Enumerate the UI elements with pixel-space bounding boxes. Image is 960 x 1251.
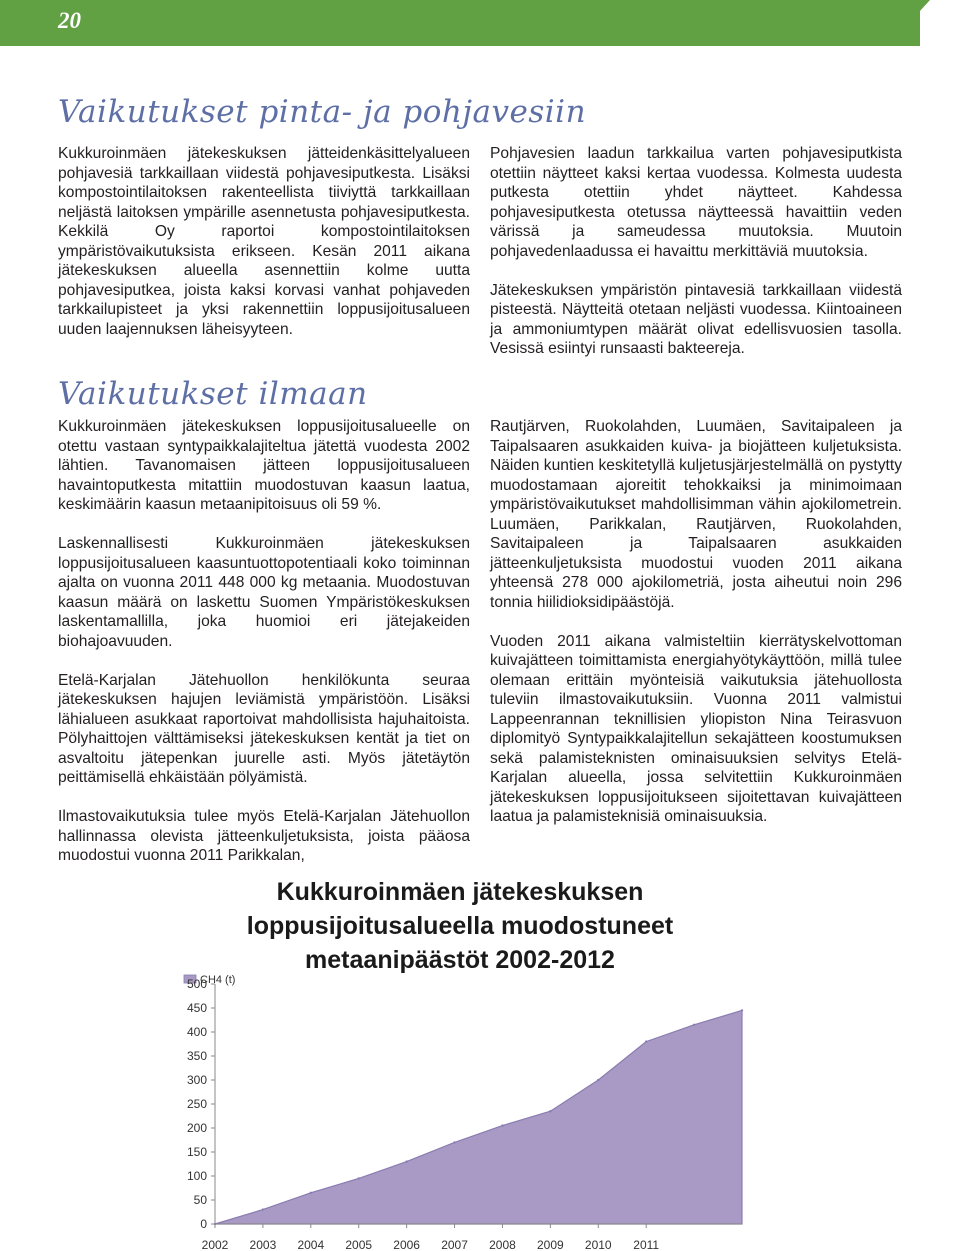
air-paragraph: Rautjärven, Ruokolahden, Luumäen, Savitaipaleen ja Taipalsaaren asukkaiden kuiva- ja biojätteen kuljetuksista. Näiden kuntien keskitetyllä kuljetusjärjestelmällä on pystytty muodostamaan ajoreitit tehokkaiksi ja minimoimaan ympäristövaikutukset mahdollisimman vähin ajokilometrein. Luumäen, Parikkalan, Rautjärven, Ruokolahden, Savitaipaleen ja Taipalsaaren asukkaiden jätteenkuljetuksista muodostui vuoden 2011 aikana yhteensä 278 000 ajokilometriä, josta aiheutui noin 296 tonnia hiilidioksidipäästöjä. (490, 418, 902, 611)
chart-title-line: loppusijoitusalueella muodostuneet (246, 912, 674, 940)
section-title-air: Vaikutukset ilmaan (58, 376, 368, 412)
air-left-column (58, 417, 470, 885)
x-tick-label: 2009 (537, 1238, 564, 1251)
legend-label: CH4 (t) (200, 974, 236, 986)
series-point (693, 1024, 695, 1026)
air-paragraph: Kukkuroinmäen jätekeskuksen loppusijoitusalueelle on otettu vastaan syntypaikkalajiteltua jätettä vuodesta 2002 lähtien. Tavanomaisen jätteen loppusijoitusalueen havaintoputkesta mitattiin muodostuvan kaasun laatua, keskimäärin kaasun metaanipitoisuus oli 59 %. (58, 418, 470, 513)
chart-title-line: metaanipäästöt 2002-2012 (305, 946, 615, 974)
series-point (453, 1141, 455, 1143)
series-area (215, 1010, 742, 1224)
series-point (597, 1079, 599, 1081)
series-point (741, 1009, 743, 1011)
x-axis (202, 1224, 742, 1251)
methane-emissions-chart (160, 860, 760, 1251)
y-tick-label: 350 (186, 1049, 207, 1063)
x-tick-label: 2008 (489, 1238, 516, 1251)
water-paragraph: Pohjavesien laadun tarkkailua varten pohjavesiputkista otettiin näytteet kaksi kertaa vuodessa. Kolmesta uudesta putkesta otettiin yhdet näytteet. Kahdessa pohjavesiputkesta otetussa näytteessä havaittiin veden värissä ja sameudessa muutoksia. Muutoin pohjavedenlaadussa ei havaittu merkittäviä muutoksia. (490, 145, 902, 260)
chart-title-line: Kukkuroinmäen jätekeskuksen (276, 878, 644, 906)
x-tick-label: 2003 (249, 1238, 277, 1251)
water-right-column (490, 144, 902, 378)
air-paragraph: Ilmastovaikutuksia tulee myös Etelä-Karjalan Jätehuollon hallinnassa olevista jätteenkuljetuksista, joista pääosa muodostui vuonna 2011 Parikkalan, (58, 808, 470, 864)
header-bar (0, 0, 920, 46)
plot-area (214, 1009, 743, 1225)
page-header (0, 0, 960, 46)
x-tick-label: 2010 (584, 1238, 612, 1251)
y-axis (187, 977, 215, 1231)
water-paragraph: Kukkuroinmäen jätekeskuksen jätteidenkäsittelyalueen pohjavesiä tarkkaillaan viidestä pohjavesiputkesta. Lisäksi kompostointilaitoksen rakenteellista tiiviyttä tarkkaillaan neljästä laitoksen ympärille asennetusta pohjavesiputkesta. Kekkilä Oy raportoi kompostointilaitoksen ympäristövaikutuksista erikseen. Kesän 2011 aikana jätekeskuksen alueella asennettiin kolme uutta pohjavesiputkea, joista kaksi korvasi vanhat pohjaveden tarkkailupisteet ja yksi rakennettiin loppusijoitusalueen uuden laajennuksen läheisyyteen. (58, 145, 470, 338)
header-tab (888, 0, 930, 46)
page-number: 20 (58, 8, 81, 33)
air-paragraph: Etelä-Karjalan Jätehuollon henkilökunta seuraa jätekeskuksen hajujen leviämistä ympäristöön. Lisäksi lähialueen asukkaat raportoivat mahdollisista hajuhaitoista. Pölyhaittojen välttämiseksi jätekeskuksen kentät ja tiet on asvaltoitu jätepenkan juurelle asti. Myös jätetäytön peittämisellä ehkäistään pölyämistä. (58, 671, 470, 786)
series-point (358, 1177, 360, 1179)
x-tick-label: 2005 (345, 1238, 373, 1251)
y-tick-label: 50 (193, 1193, 207, 1207)
air-right-column (490, 417, 902, 846)
air-paragraph: Laskennallisesti Kukkuroinmäen jätekeskuksen loppusijoitusalueen kaasuntuottopotentiaali koko toiminnan ajalta on vuonna 2011 448 000 kg metaania. Muodostuvan kaasun määrä on laskettu Suomen Ympäristökeskuksen laskentamallilla, joka huomioi eri jätejakeiden biohajoavuuden. (58, 535, 470, 650)
series-point (262, 1208, 264, 1210)
x-tick-label: 2011 (633, 1238, 660, 1251)
chart-title (247, 878, 674, 974)
y-tick-label: 150 (186, 1145, 207, 1159)
y-tick-label: 200 (186, 1121, 207, 1135)
section-title-water: Vaikutukset pinta- ja pohjavesiin (58, 94, 587, 130)
y-tick-label: 100 (186, 1169, 207, 1183)
series-point (405, 1160, 407, 1162)
y-tick-label: 500 (186, 977, 207, 991)
x-tick-label: 2002 (201, 1238, 229, 1251)
series-point (549, 1110, 551, 1112)
x-tick-label: 2007 (441, 1238, 468, 1251)
x-tick-label: 2004 (297, 1238, 325, 1251)
series-point (501, 1124, 503, 1126)
y-tick-label: 250 (186, 1097, 207, 1111)
water-paragraph: Jätekeskuksen ympäristön pintavesiä tarkkaillaan viidestä pisteestä. Näytteitä otetaan neljästi vuodessa. Kiintoaineen ja ammoniumtypen määrät olivat edellisvuosien tasolla. Vesissä esiintyi runsaasti bakteereja. (490, 281, 902, 357)
water-left-column (58, 144, 470, 359)
y-tick-label: 0 (200, 1217, 207, 1231)
series-point (310, 1192, 312, 1194)
y-tick-label: 300 (186, 1073, 207, 1087)
air-paragraph: Vuoden 2011 aikana valmisteltiin kierrätyskelvottoman kuivajätteen toimittamista energiahyötykäyttöön, millä tulee olemaan erittäin myönteisiä vaikutuksia jätehuollosta tuleviin ilmastovaikutuksiin. Vuonna 2011 valmistui Lappeenrannan teknillisien yliopiston Nina Teirasvuon diplomityö Syntypaikkalajitellun sekajätteen koostumuksen sekä palamisteknisten ominaisuuksien selvitys Etelä-Karjalan alueella, jossa selvitettiin Kukkuroinmäen jätekeskuksen loppusijoitukseen sijoitettavan kuivajätteen laatua ja palamisteknisiä ominaisuuksia. (490, 632, 902, 825)
series-point (645, 1040, 647, 1042)
x-tick-label: 2006 (393, 1238, 420, 1251)
y-tick-label: 400 (186, 1025, 207, 1039)
y-tick-label: 450 (186, 1001, 207, 1015)
